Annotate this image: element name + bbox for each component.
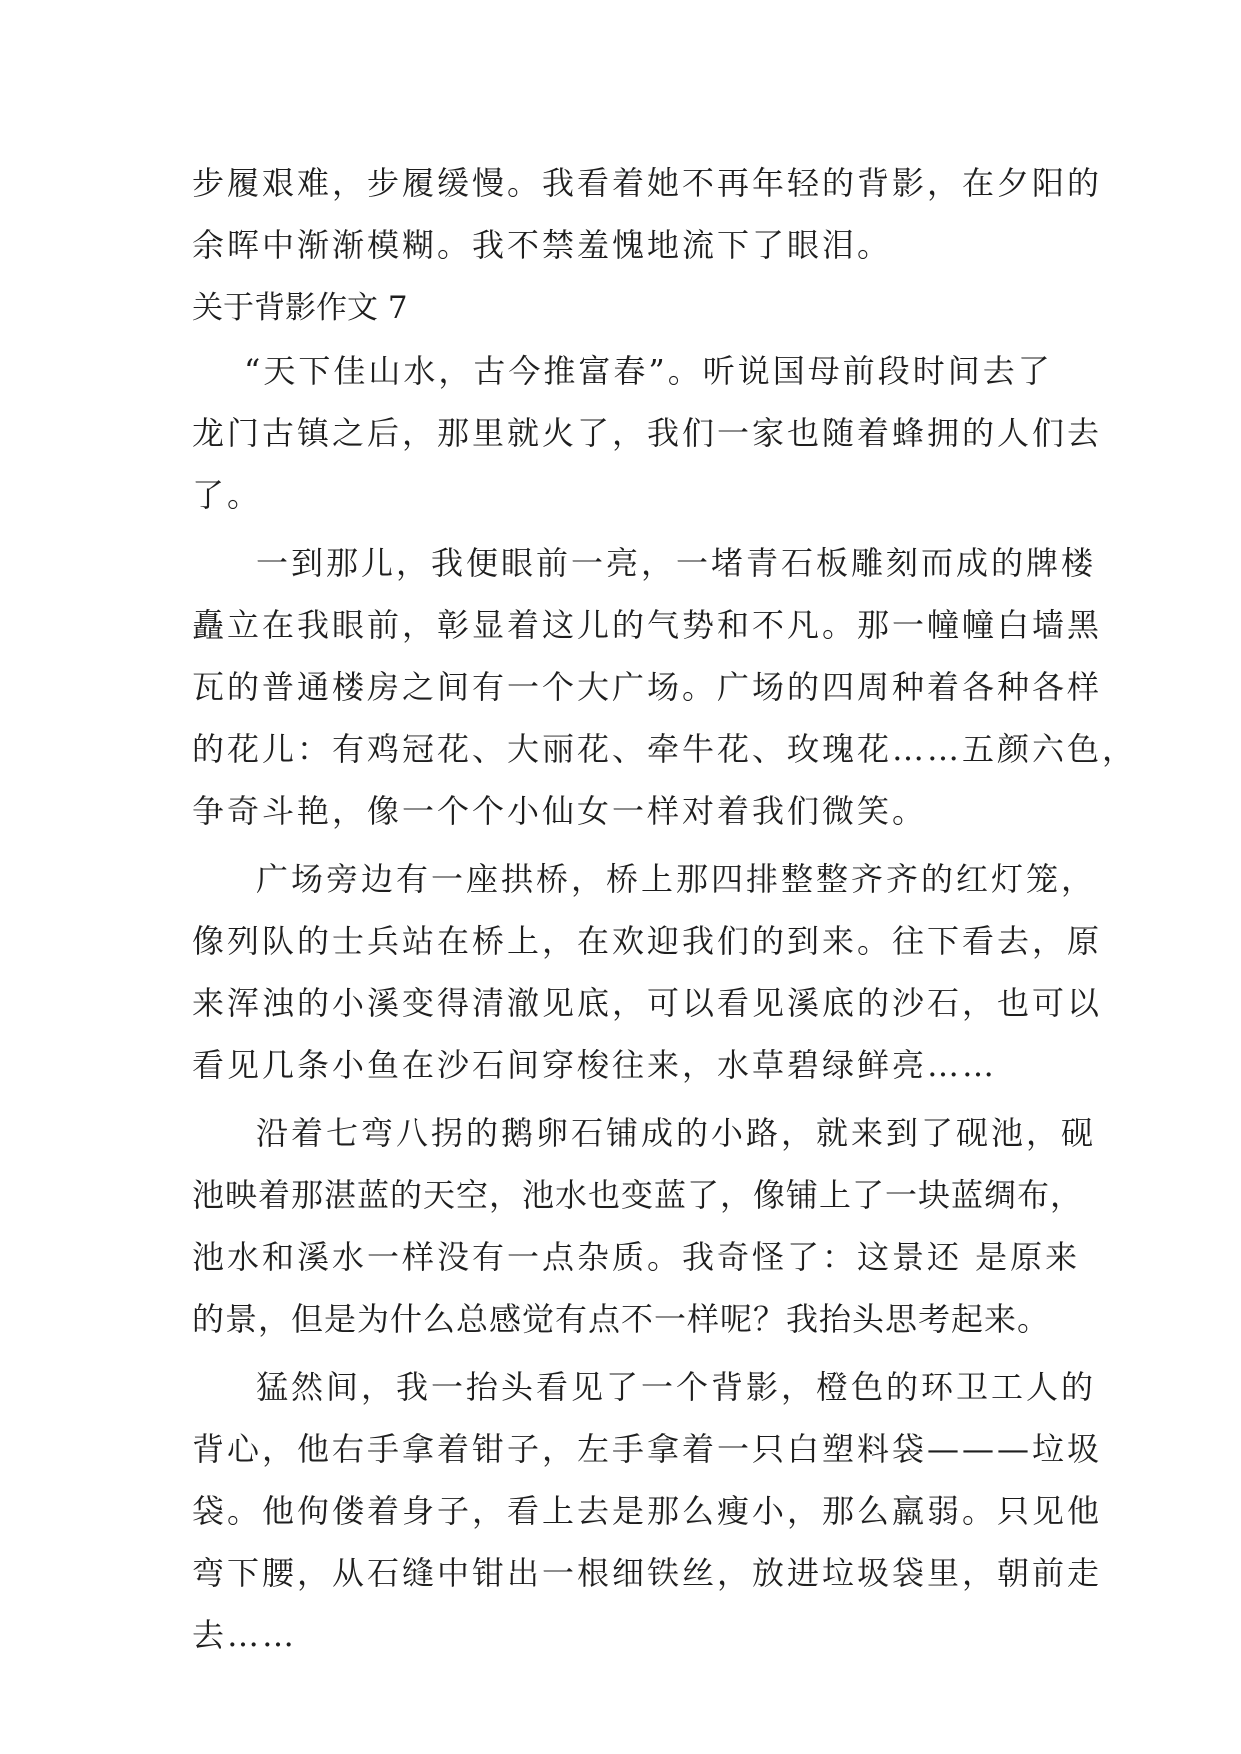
text-line: 弯下腰，从石缝中钳出一根细铁丝，放进垃圾袋里，朝前走 bbox=[192, 1554, 1103, 1592]
text-line: 池映着那湛蓝的天空，池水也变蓝了，像铺上了一块蓝绸布， bbox=[192, 1176, 1084, 1214]
text-line: 来浑浊的小溪变得清澈见底，可以看见溪底的沙石，也可以 bbox=[192, 984, 1103, 1022]
text-line: 池水和溪水一样没有一点杂质。我奇怪了：这景还 是原来 bbox=[192, 1238, 1081, 1276]
text-line: 了。 bbox=[192, 476, 263, 514]
text-line: 看见几条小鱼在沙石间穿梭往来，水草碧绿鲜亮…… bbox=[192, 1046, 998, 1084]
document-page bbox=[192, 152, 1138, 1666]
text-line: 去…… bbox=[192, 1616, 298, 1654]
text-line: 瓦的普通楼房之间有一个大广场。广场的四周种着各种各样 bbox=[192, 668, 1103, 706]
text-line: 步履艰难，步履缓慢。我看着她不再年轻的背影，在夕阳的 bbox=[192, 164, 1103, 202]
text-line: 争奇斗艳，像一个个小仙女一样对着我们微笑。 bbox=[192, 792, 928, 830]
text-line: 的景，但是为什么总感觉有点不一样呢？我抬头思考起来。 bbox=[192, 1300, 1051, 1338]
intro-paragraph bbox=[192, 152, 1103, 276]
text-line: 龙门古镇之后，那里就火了，我们一家也随着蜂拥的人们去 bbox=[192, 414, 1103, 452]
section-heading: 关于背影作文 7 bbox=[192, 290, 408, 326]
paragraph-2 bbox=[192, 532, 1138, 842]
text-line: 的花儿：有鸡冠花、大丽花、牵牛花、玫瑰花……五颜六色， bbox=[192, 730, 1138, 768]
paragraph-5 bbox=[192, 1356, 1103, 1666]
text-line: 矗立在我眼前，彰显着这儿的气势和不凡。那一幢幢白墙黑 bbox=[192, 606, 1103, 644]
text-line: 像列队的士兵站在桥上，在欢迎我们的到来。往下看去，原 bbox=[192, 922, 1103, 960]
paragraph-4 bbox=[192, 1102, 1097, 1350]
paragraph-3 bbox=[192, 848, 1103, 1096]
text-line: 余晖中渐渐模糊。我不禁羞愧地流下了眼泪。 bbox=[192, 226, 893, 264]
text-line: 沿着七弯八拐的鹅卵石铺成的小路，就来到了砚池，砚 bbox=[256, 1114, 1097, 1152]
text-line: 一到那儿，我便眼前一亮，一堵青石板雕刻而成的牌楼 bbox=[256, 544, 1097, 582]
text-line: 广场旁边有一座拱桥，桥上那四排整整齐齐的红灯笼， bbox=[256, 860, 1097, 898]
text-line: 背心，他右手拿着钳子，左手拿着一只白塑料袋———垃圾 bbox=[192, 1430, 1103, 1468]
text-line: 袋。他佝偻着身子，看上去是那么瘦小，那么羸弱。只见他 bbox=[192, 1492, 1103, 1530]
text-line: “天下佳山水，古今推富春”。听说国母前段时间去了 bbox=[244, 352, 1053, 390]
text-line: 猛然间，我一抬头看见了一个背影，橙色的环卫工人的 bbox=[256, 1368, 1097, 1406]
paragraph-1 bbox=[192, 340, 1103, 526]
